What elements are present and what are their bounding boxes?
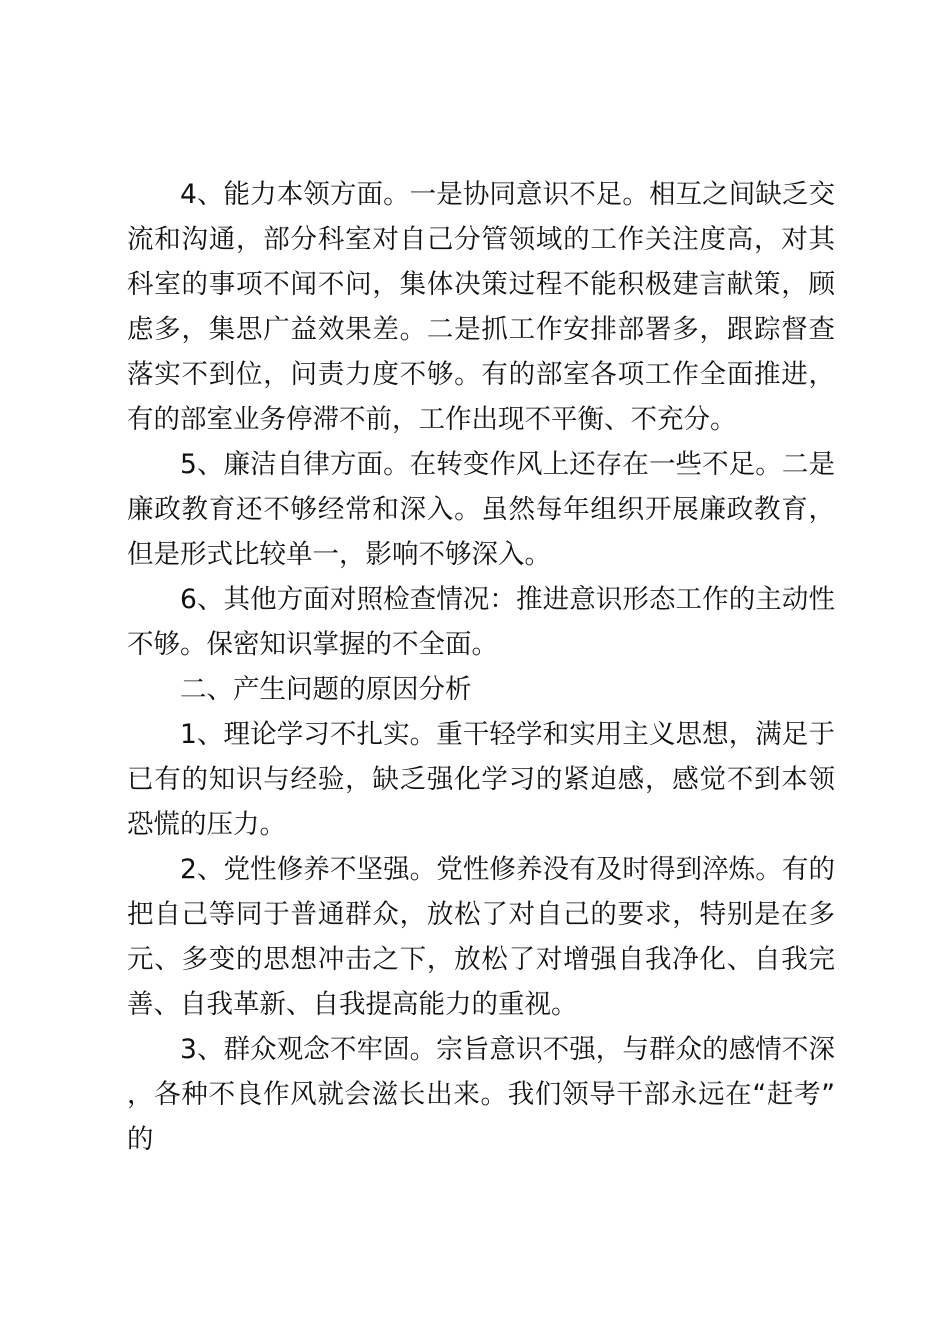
paragraph-mass-concept: 3、群众观念不牢固。宗旨意识不强，与群众的感情不深，各种不良作风就会滋长出来。我们领导干部永远在“赶考”的 (127, 1034, 835, 1155)
paragraph-party-spirit: 2、党性修养不坚强。党性修养没有及时得到淬炼。有的把自己等同于普通群众，放松了对自己的要求，特别是在多元、多变的思想冲击之下，放松了对增强自我净化、自我完善、自我革新、自我提高能力的重视。 (127, 854, 835, 1020)
paragraph-other: 6、其他方面对照检查情况：推进意识形态工作的主动性不够。保密知识掌握的不全面。 (127, 584, 835, 660)
paragraph-ability: 4、能力本领方面。一是协同意识不足。相互之间缺乏交流和沟通，部分科室对自己分管领域的工作关注度高，对其科室的事项不闻不问，集体决策过程不能积极建言献策，顾虑多，集思广益效果差。二是抓工作安排部署多，跟踪督查落实不到位，问责力度不够。有的部室各项工作全面推进，有的部室业务停滞不前，工作出现不平衡、不充分。 (127, 179, 835, 435)
paragraph-theory-study: 1、理论学习不扎实。重干轻学和实用主义思想，满足于已有的知识与经验，缺乏强化学习的紧迫感，感觉不到本领恐慌的压力。 (127, 719, 835, 840)
paragraph-integrity: 5、廉洁自律方面。在转变作风上还存在一些不足。二是廉政教育还不够经常和深入。虽然每年组织开展廉政教育，但是形式比较单一，影响不够深入。 (127, 449, 835, 570)
document-page (127, 172, 835, 1162)
section-heading-causes: 二、产生问题的原因分析 (180, 674, 472, 705)
